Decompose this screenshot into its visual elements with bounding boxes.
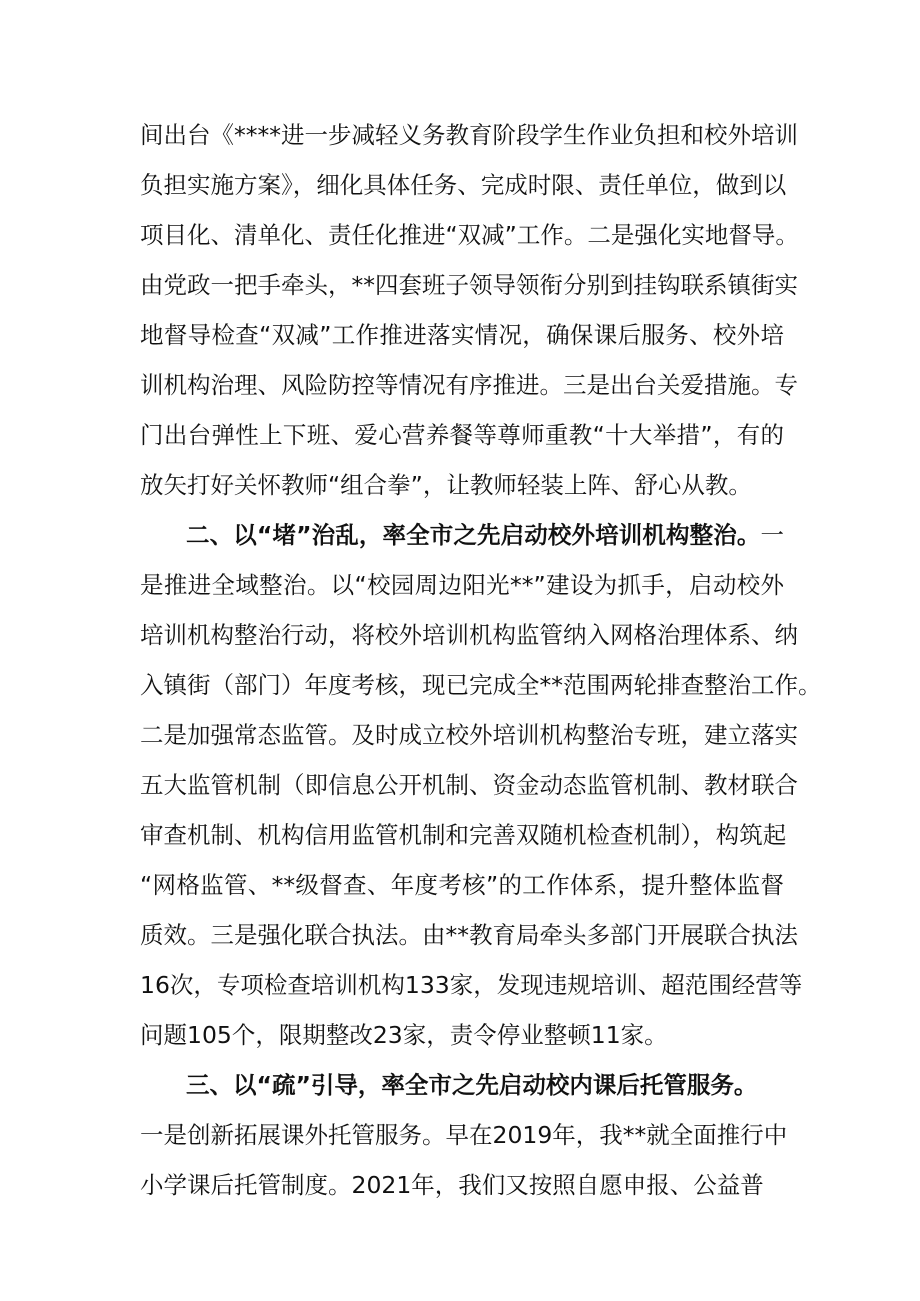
section-2-heading-tail: 一 <box>760 521 784 549</box>
paragraph-2-heading-line <box>186 520 784 550</box>
paragraph-1-line-8: 放矢打好关怀教师“组合拳”，让教师轻装上阵、舒心从教。 <box>140 471 752 499</box>
paragraph-2-line-7: “网格监管、**级督查、年度考核”的工作体系，提升整体监督 <box>140 871 784 899</box>
section-3-heading: 三、以“疏”引导，率全市之先启动校内课后托管服务。 <box>186 1071 758 1099</box>
paragraph-1-line-5: 地督导检查“双减”工作推进落实情况，确保课后服务、校外培 <box>140 321 784 349</box>
paragraph-2-line-3: 入镇街（部门）年度考核，现已完成全**范围两轮排查整治工作。 <box>140 671 822 699</box>
paragraph-1-line-1: 间出台《****进一步减轻义务教育阶段学生作业负担和校外培训 <box>140 121 798 149</box>
paragraph-1-line-3: 项目化、清单化、责任化推进“双减”工作。二是强化实地督导。 <box>140 221 799 249</box>
paragraph-2-line-6: 审查机制、机构信用监管机制和完善双随机检查机制），构筑起 <box>140 821 787 849</box>
paragraph-2-line-10: 问题105个，限期整改23家，责令停业整顿11家。 <box>140 1021 668 1049</box>
paragraph-1-line-6: 训机构治理、风险防控等情况有序推进。三是出台关爱措施。专 <box>140 371 798 399</box>
paragraph-2-line-9: 16次，专项检查培训机构133家，发现违规培训、超范围经营等 <box>140 971 803 999</box>
paragraph-2-line-5: 五大监管机制（即信息公开机制、资金动态监管机制、教材联合 <box>140 771 798 799</box>
paragraph-1-line-2: 负担实施方案》，细化具体任务、完成时限、责任单位，做到以 <box>140 171 787 199</box>
paragraph-1-line-7: 门出台弹性上下班、爱心营养餐等尊师重教“十大举措”，有的 <box>140 421 784 449</box>
paragraph-2-line-2: 培训机构整治行动，将校外培训机构监管纳入网格治理体系、纳 <box>140 621 798 649</box>
paragraph-2-line-8: 质效。三是强化联合执法。由**教育局牵头多部门开展联合执法 <box>140 921 798 949</box>
paragraph-2-line-1: 是推进全域整治。以“校园周边阳光**”建设为抓手，启动校外 <box>140 571 784 599</box>
section-2-heading: 二、以“堵”治乱，率全市之先启动校外培训机构整治。 <box>186 521 761 549</box>
paragraph-3-line-2: 小学课后托管制度。2021年，我们又按照自愿申报、公益普 <box>140 1171 764 1199</box>
paragraph-3-line-1: 一是创新拓展课外托管服务。早在2019年，我**就全面推行中 <box>140 1121 788 1149</box>
paragraph-1-line-4: 由党政一把手牵头，**四套班子领导领衔分别到挂钩联系镇街实 <box>140 271 798 299</box>
paragraph-2-line-4: 二是加强常态监管。及时成立校外培训机构整治专班，建立落实 <box>140 721 798 749</box>
